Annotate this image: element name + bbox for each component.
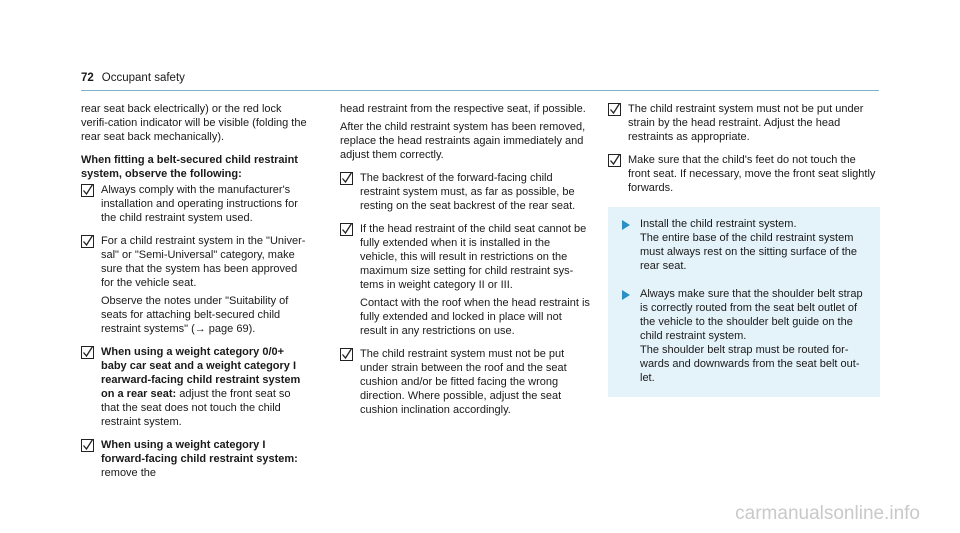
checklist-text: If the head restraint of the child seat cannot be fully extended when it is installed in the vehicle, this will result in restrictions on the maximum size setting for child restraint sys-tems in weight category II or III. (360, 223, 587, 291)
checklist-note: Observe the notes under "Suitability of seats for attaching belt-secured child restraint systems" (→ page 69). (101, 295, 289, 335)
checklist-lead: When using a weight category I forward-facing child restraint system: (101, 439, 298, 465)
checkbox-icon (608, 103, 621, 116)
checklist-text: Make sure that the child's feet do not touch the front seat. If necessary, move the front seat slightly forwards. (628, 154, 876, 194)
checklist-text: For a child restraint system in the "Univer-sal" or "Semi-Universal" category, make sure that the system has been approved for the vehicle seat. (101, 235, 306, 289)
checkbox-icon (81, 184, 94, 197)
checklist-item (608, 153, 880, 195)
checklist-text: Always comply with the manufacturer's installation and operating instructions for the child restraint system used. (101, 184, 298, 224)
checklist-note: Contact with the roof when the head restraint is fully extended and locked in place will not result in any restrictions on use. (360, 297, 590, 337)
page-number: 72 (81, 72, 94, 84)
checklist-item (608, 102, 880, 144)
instruction-box (608, 207, 880, 397)
intro-paragraph: rear seat back electrically) or the red lock verifi-cation indicator will be visible (folding the rear seat back mechanically). (81, 103, 307, 143)
watermark: carmanualsonline.info (735, 503, 920, 524)
section-heading: When fitting a belt-secured child restraint system, observe the following: (81, 154, 298, 180)
checklist-item (81, 183, 311, 225)
checklist-text: adjust the front seat so that the seat does not touch the child restraint system. (101, 388, 291, 428)
step-text: Always make sure that the shoulder belt strap is correctly routed from the seat belt outlet of the vehicle to the shoulder belt guide on the child restraint system. (640, 288, 863, 342)
checklist-item (81, 234, 311, 336)
instruction-step (620, 217, 868, 273)
step-text: Install the child restraint system. (640, 218, 797, 230)
step-note: The shoulder belt strap must be routed for-wards and downwards from the seat belt out-let. (640, 344, 860, 384)
checklist-item (81, 345, 311, 429)
column-3 (608, 102, 880, 397)
checkbox-icon (81, 346, 94, 359)
checklist-item (340, 347, 590, 417)
checkbox-icon (340, 223, 353, 236)
checklist-text: The child restraint system must not be put under strain between the roof and the seat cushion and/or be fitted facing the wrong direction. Where possible, adjust the seat cushion inclination accordingly. (360, 348, 567, 416)
step-note: The entire base of the child restraint system must always rest on the sitting surface of the rear seat. (640, 232, 858, 272)
checklist-item (340, 222, 590, 338)
checklist-item (81, 438, 311, 480)
step-arrow-icon (622, 220, 630, 230)
continued-text: head restraint from the respective seat, if possible. (340, 103, 586, 115)
column-1 (81, 102, 311, 489)
column-2 (340, 102, 590, 426)
header-rule (81, 90, 879, 91)
checkbox-icon (608, 154, 621, 167)
checklist-text: The child restraint system must not be put under strain by the head restraint. Adjust the head restraints as appropriate. (628, 103, 864, 143)
checklist-lead: When using a weight category 0/0+ baby car seat and a weight category I rearward-facing child restraint system on a rear seat: (101, 346, 301, 400)
checklist-text: The backrest of the forward-facing child restraint system must, as far as possible, be resting on the seat backrest of the rear seat. (360, 172, 576, 212)
continued-text: After the child restraint system has been removed, replace the head restraints again immediately and adjust them correctly. (340, 121, 586, 161)
checklist-text: remove the (101, 467, 157, 479)
page-header (81, 72, 185, 84)
step-arrow-icon (622, 290, 630, 300)
section-title: Occupant safety (101, 72, 185, 84)
checklist-item (340, 171, 590, 213)
checkbox-icon (81, 235, 94, 248)
checkbox-icon (81, 439, 94, 452)
instruction-step (620, 287, 868, 385)
checkbox-icon (340, 348, 353, 361)
checkbox-icon (340, 172, 353, 185)
